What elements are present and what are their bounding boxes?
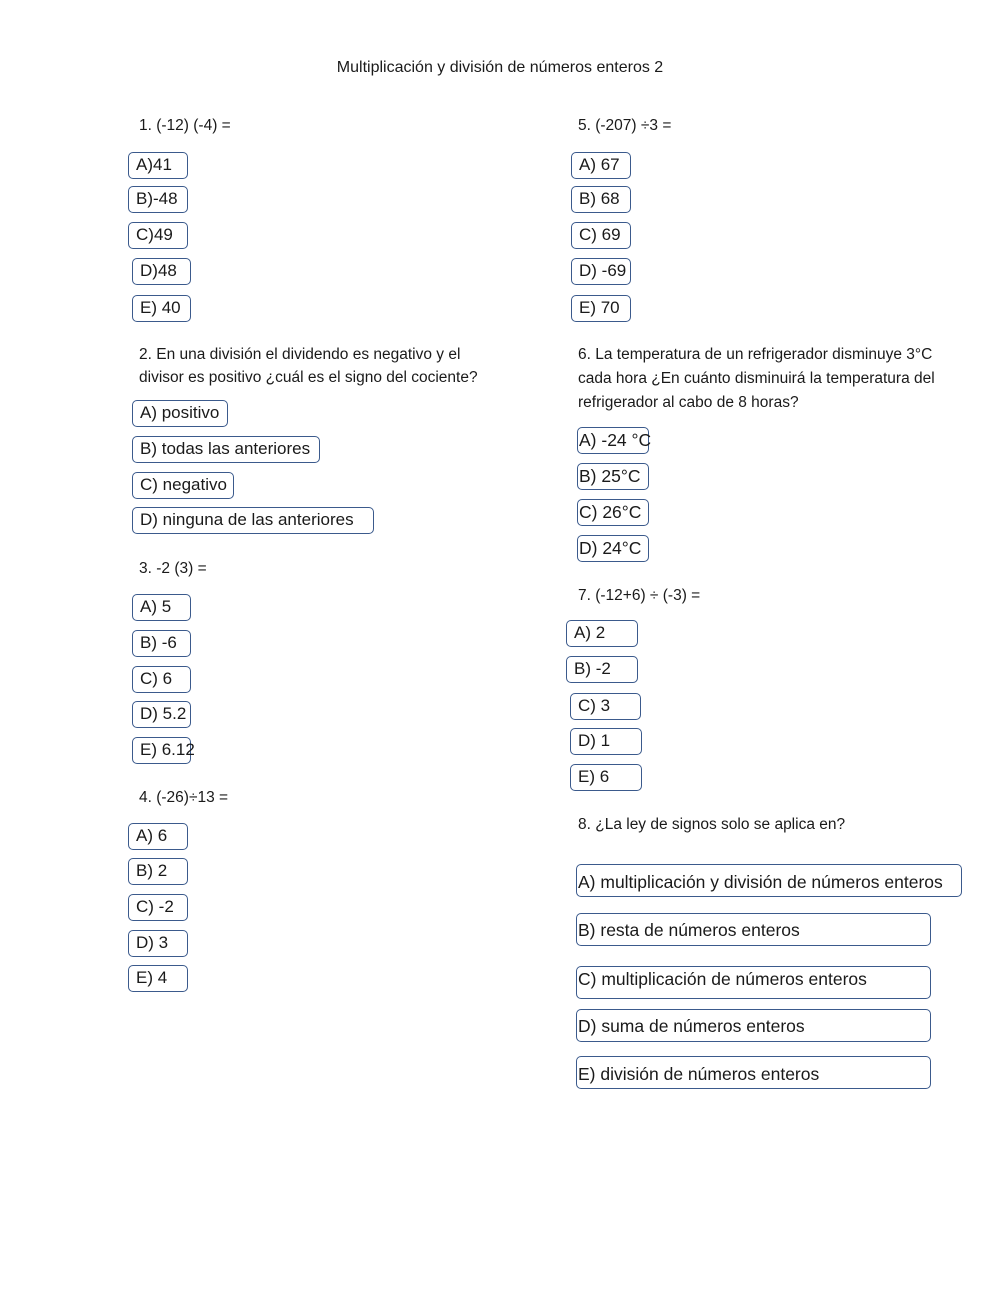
- q8-option-c[interactable]: C) multiplicación de números enteros: [576, 966, 931, 999]
- q4-option-e[interactable]: E) 4: [128, 965, 188, 992]
- q6-option-d[interactable]: D) 24°C: [577, 535, 649, 562]
- question-4: 4. (-26)÷13 =: [139, 789, 229, 806]
- q3-option-d[interactable]: D) 5.2: [132, 701, 191, 728]
- q3-option-c[interactable]: C) 6: [132, 666, 191, 693]
- q7-option-b[interactable]: B) -2: [566, 656, 638, 683]
- q4-option-a[interactable]: A) 6: [128, 823, 188, 850]
- q6-option-c[interactable]: C) 26°C: [577, 499, 649, 526]
- q7-option-c[interactable]: C) 3: [570, 693, 641, 720]
- q5-option-a[interactable]: A) 67: [571, 152, 631, 179]
- question-1: 1. (-12) (-4) =: [139, 117, 231, 134]
- question-6-line-2: cada hora ¿En cuánto disminuirá la temperatura del: [578, 370, 935, 387]
- worksheet-title: Multiplicación y división de números enteros 2: [336, 59, 664, 76]
- question-5: 5. (-207) ÷3 =: [578, 117, 672, 134]
- q7-option-d[interactable]: D) 1: [570, 728, 642, 755]
- q5-option-c[interactable]: C) 69: [571, 222, 631, 249]
- q8-option-e[interactable]: E) división de números enteros: [576, 1056, 931, 1089]
- q6-option-b[interactable]: B) 25°C: [577, 463, 649, 490]
- q1-option-a[interactable]: A)41: [128, 152, 188, 179]
- question-7: 7. (-12+6) ÷ (-3) =: [578, 587, 701, 604]
- question-6-line-3: refrigerador al cabo de 8 horas?: [578, 394, 799, 411]
- q1-option-e[interactable]: E) 40: [132, 295, 191, 322]
- q1-option-c[interactable]: C)49: [128, 222, 188, 249]
- q8-option-a[interactable]: A) multiplicación y división de números enteros: [576, 864, 962, 897]
- q1-option-d[interactable]: D)48: [132, 258, 191, 285]
- q8-option-d[interactable]: D) suma de números enteros: [576, 1009, 931, 1042]
- q2-option-d[interactable]: D) ninguna de las anteriores: [132, 507, 374, 534]
- question-2-line-2: divisor es positivo ¿cuál es el signo del cociente?: [139, 369, 478, 386]
- q7-option-e[interactable]: E) 6: [570, 764, 642, 791]
- q5-option-e[interactable]: E) 70: [571, 295, 631, 322]
- q3-option-e[interactable]: E) 6.12: [132, 737, 191, 764]
- question-2-line-1: 2. En una división el dividendo es negativo y el: [139, 346, 461, 363]
- q1-option-b[interactable]: B)-48: [128, 186, 188, 213]
- q4-option-b[interactable]: B) 2: [128, 858, 188, 885]
- question-3: 3. -2 (3) =: [139, 560, 207, 577]
- question-6-line-1: 6. La temperatura de un refrigerador disminuye 3°C: [578, 346, 933, 363]
- q3-option-a[interactable]: A) 5: [132, 594, 191, 621]
- q7-option-a[interactable]: A) 2: [566, 620, 638, 647]
- question-8: 8. ¿La ley de signos solo se aplica en?: [578, 816, 846, 833]
- q4-option-c[interactable]: C) -2: [128, 894, 188, 921]
- q5-option-d[interactable]: D) -69: [571, 258, 631, 285]
- q3-option-b[interactable]: B) -6: [132, 630, 191, 657]
- q5-option-b[interactable]: B) 68: [571, 186, 631, 213]
- q2-option-b[interactable]: B) todas las anteriores: [132, 436, 320, 463]
- q6-option-a[interactable]: A) -24 °C: [577, 427, 649, 454]
- q2-option-c[interactable]: C) negativo: [132, 472, 234, 499]
- q4-option-d[interactable]: D) 3: [128, 930, 188, 957]
- q2-option-a[interactable]: A) positivo: [132, 400, 228, 427]
- q8-option-b[interactable]: B) resta de números enteros: [576, 913, 931, 946]
